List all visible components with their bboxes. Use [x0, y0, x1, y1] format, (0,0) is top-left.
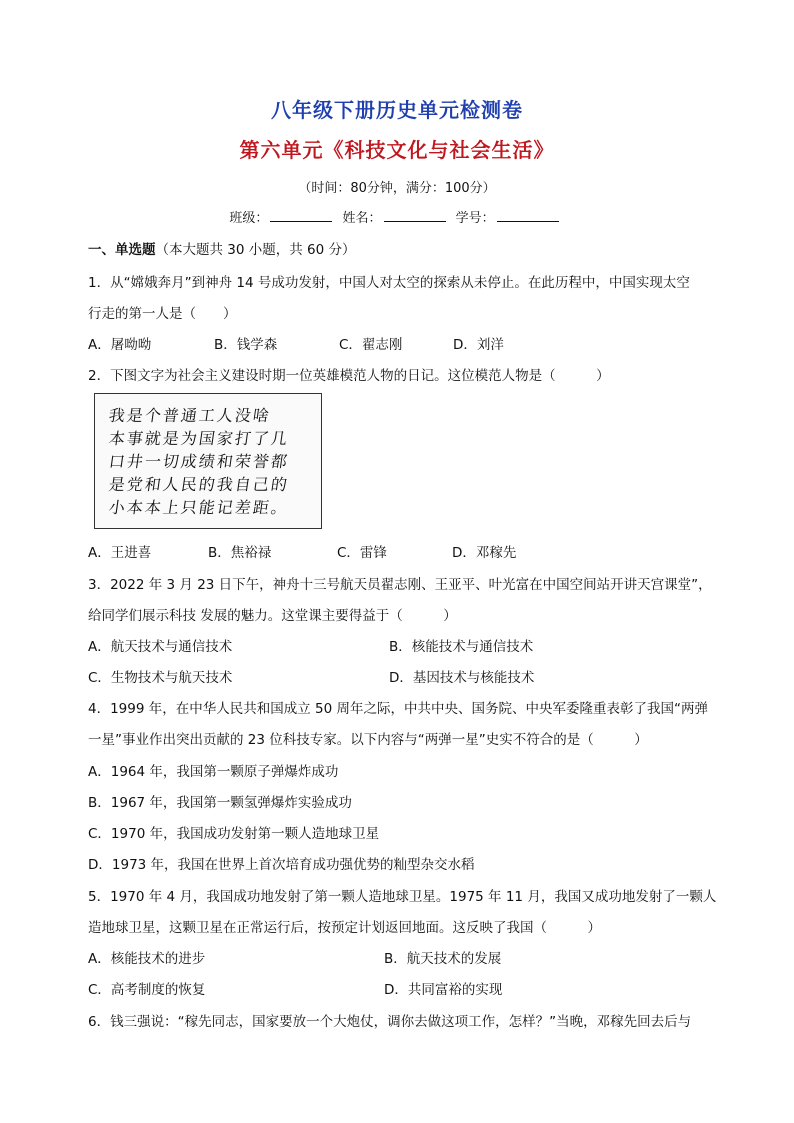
question-4-option-c[interactable]: C．1970 年，我国成功发射第一颗人造地球卫星: [88, 826, 380, 842]
question-4-option-a[interactable]: A．1964 年，我国第一颗原子弹爆炸成功: [88, 764, 339, 780]
question-3-line-2: 给同学们展示科技 发展的魅力。这堂课主要得益于（ ）: [88, 608, 457, 624]
diary-line-5: 小本本上只能记差距。: [107, 498, 291, 517]
question-2-option-b[interactable]: B．焦裕禄: [208, 545, 272, 561]
question-3-option-a[interactable]: A．航天技术与通信技术: [88, 639, 233, 655]
question-1-line-2: 行走的第一人是（ ）: [88, 306, 237, 322]
section-note: （本大题共 30 小题，共 60 分）: [155, 242, 356, 258]
question-1-option-a[interactable]: A．屠呦呦: [88, 337, 152, 353]
question-5-option-c[interactable]: C．高考制度的恢复: [88, 982, 206, 998]
name-blank[interactable]: [384, 209, 446, 222]
question-4-line-2: 一星”事业作出突出贡献的 23 位科技专家。以下内容与“两弹一星”史实不符合的是（ ）: [88, 732, 648, 748]
time-info: （时间：80分钟，满分：100分）: [298, 181, 496, 196]
number-blank[interactable]: [497, 209, 559, 222]
question-5-line-2: 造地球卫星，这颗卫星在正常运行后，按预定计划返回地面。这反映了我国（ ）: [88, 920, 601, 936]
student-info-line: [0, 207, 794, 226]
section-heading: [88, 238, 356, 258]
diary-image: [94, 393, 322, 529]
question-3-option-b[interactable]: B．核能技术与通信技术: [389, 639, 534, 655]
question-6-line-1: 6．钱三强说：“稼先同志，国家要放一个大炮仗，调你去做这项工作，怎样？”当晚，邓稼先回去后与: [88, 1014, 692, 1030]
question-2-option-a[interactable]: A．王进喜: [88, 545, 152, 561]
question-5-line-1: 5．1970 年 4 月，我国成功地发射了第一颗人造地球卫星。1975 年 11 月，我国又成功地发射了一颗人: [88, 889, 717, 905]
diary-line-4: 是党和人民的我自己的: [107, 475, 291, 494]
number-label: 学号：: [455, 211, 495, 226]
question-2-option-d[interactable]: D．邓稼先: [452, 545, 517, 561]
question-4-option-d[interactable]: D．1973 年，我国在世界上首次培育成功强优势的籼型杂交水稻: [88, 857, 475, 873]
question-2-line-1: 2．下图文字为社会主义建设时期一位英雄模范人物的日记。这位模范人物是（ ）: [88, 368, 610, 384]
question-5-option-a[interactable]: A．核能技术的进步: [88, 951, 206, 967]
diary-line-2: 本事就是为国家打了几: [107, 429, 291, 448]
question-1-line-1: 1．从“嫦娥奔月”到神舟 14 号成功发射，中国人对太空的探索从未停止。在此历程中，中国实现太空: [88, 275, 690, 291]
exam-title: 八年级下册历史单元检测卷: [271, 98, 523, 122]
class-blank[interactable]: [270, 209, 332, 222]
question-4-option-b[interactable]: B．1967 年，我国第一颗氢弹爆炸实验成功: [88, 795, 352, 811]
question-3-line-1: 3．2022 年 3 月 23 日下午，神舟十三号航天员翟志刚、王亚平、叶光富在中国空间站开讲天宫课堂”，: [88, 577, 712, 593]
name-label: 姓名：: [342, 211, 382, 226]
question-4-line-1: 4．1999 年，在中华人民共和国成立 50 周年之际，中共中央、国务院、中央军委隆重表彰了我国“两弹: [88, 701, 708, 717]
question-1-option-d[interactable]: D．刘洋: [453, 337, 504, 353]
question-5-option-b[interactable]: B．航天技术的发展: [384, 951, 502, 967]
unit-subtitle: 第六单元《科技文化与社会生活》: [239, 138, 555, 162]
question-3-option-c[interactable]: C．生物技术与航天技术: [88, 670, 233, 686]
question-1-option-b[interactable]: B．钱学森: [214, 337, 278, 353]
diary-line-3: 口井一切成绩和荣誉都: [107, 452, 291, 471]
diary-line-1: 我是个普通工人没啥: [107, 406, 273, 425]
section-title: 一、单选题: [88, 242, 156, 258]
question-1-option-c[interactable]: C．翟志刚: [339, 337, 403, 353]
question-2-option-c[interactable]: C．雷锋: [337, 545, 387, 561]
class-label: 班级：: [229, 211, 269, 226]
question-3-option-d[interactable]: D．基因技术与核能技术: [389, 670, 535, 686]
question-5-option-d[interactable]: D．共同富裕的实现: [384, 982, 503, 998]
